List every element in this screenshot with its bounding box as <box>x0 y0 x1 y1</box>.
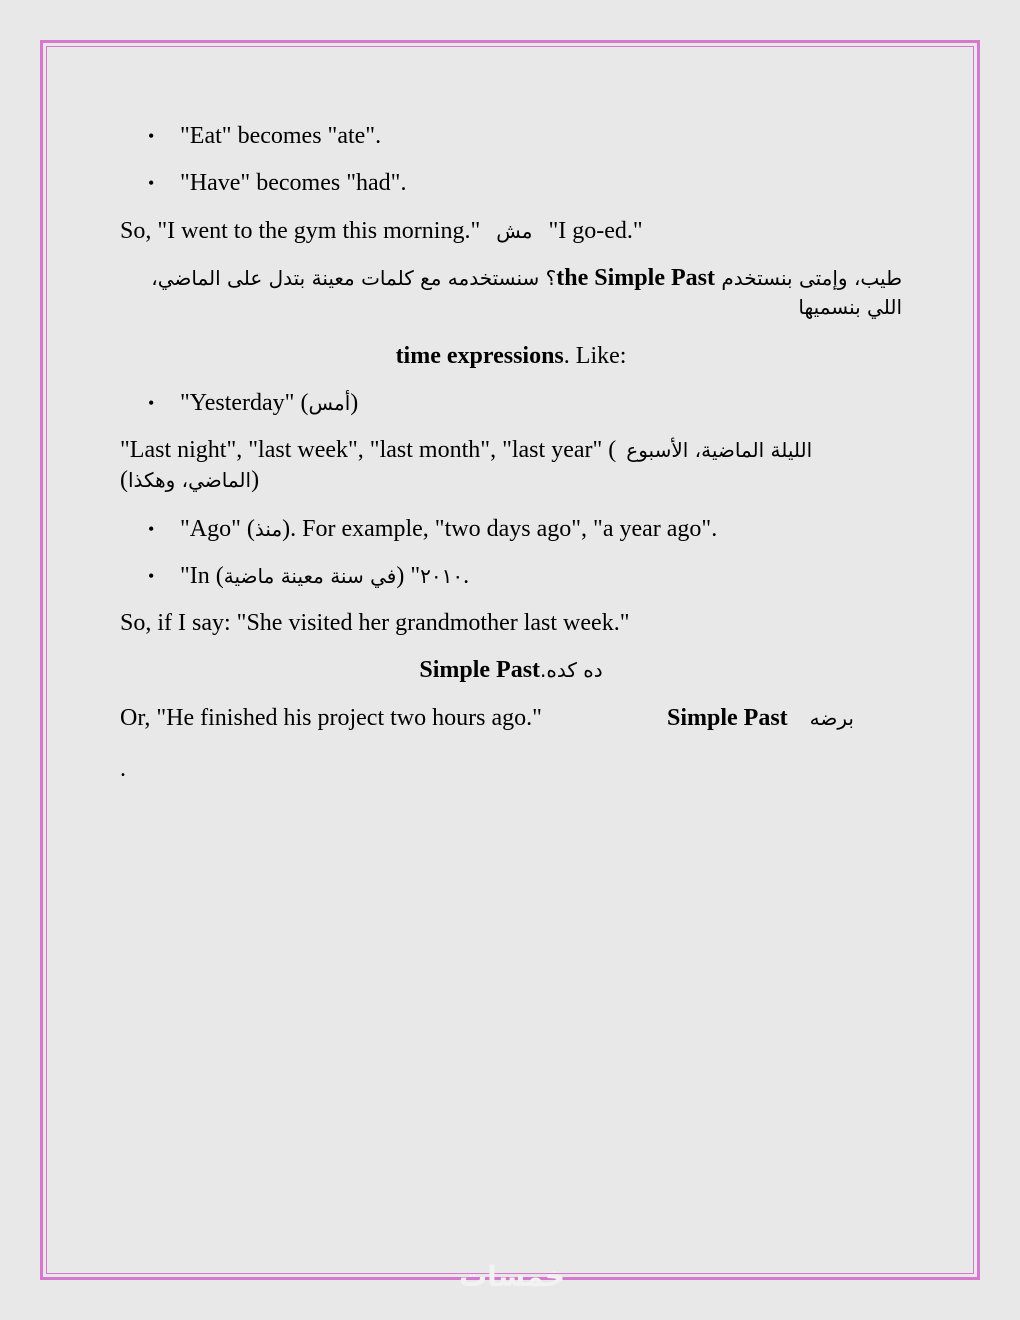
or-finished-english: Or, "He finished his project two hours ago." <box>120 705 542 731</box>
last-night-arabic-1: الليلة الماضية، الأسبوع <box>626 438 813 462</box>
watermark-logo: خمسات <box>458 1260 566 1293</box>
paragraph-time-expressions <box>120 342 902 370</box>
in-year-close: ). <box>215 563 470 589</box>
last-night-arabic-2: الماضي، وهكذا <box>128 468 252 492</box>
in-year-arabic: في سنة معينة ماضية <box>223 564 397 588</box>
yesterday-english: "Yesterday" ( <box>180 390 309 416</box>
list-item-text <box>180 389 358 417</box>
bullet-icon: • <box>148 566 155 586</box>
or-finished-tail <box>667 704 854 732</box>
simple-past-arabic: .ده كده <box>540 658 603 682</box>
yesterday-arabic: أمس <box>308 391 351 415</box>
bullet-icon: • <box>148 173 155 193</box>
arabic-when-part2: ؟ سنستخدمه مع كلمات معينة بتدل على الماضي، اللي بنسميها <box>151 266 902 319</box>
paragraph-last-night <box>120 436 812 464</box>
so-went-english-end: "I go-ed." <box>548 218 643 244</box>
paragraph-final-dot: . <box>120 756 126 782</box>
paragraph-or-finished <box>120 704 542 732</box>
so-went-english: So, "I went to the gym this morning." <box>120 218 481 244</box>
time-expressions-rest: . Like: <box>563 343 627 369</box>
simple-past-bold: Simple Past <box>419 657 541 683</box>
bullet-icon: • <box>148 519 155 539</box>
ago-english-1: "Ago" ( <box>180 516 255 542</box>
paragraph-last-night-cont <box>120 466 259 494</box>
arabic-when-part1: طيب، وإمتى بنستخدم <box>721 266 902 290</box>
last-night-english: "Last night", "last week", "last month", "last year" ( <box>120 437 617 463</box>
so-went-arabic: مش <box>496 219 533 243</box>
paragraph-so-went <box>120 217 643 245</box>
list-item-text: "Have" becomes "had". <box>180 170 407 196</box>
ago-english-2: ). For example, "two days ago", "a year ago". <box>282 516 718 542</box>
list-item-text <box>180 515 717 543</box>
paragraph-so-if: So, if I say: "She visited her grandmother last week." <box>120 610 630 636</box>
bullet-icon: • <box>148 393 155 413</box>
in-year-quote: " ( <box>396 563 421 589</box>
or-finished-arabic: برضه <box>809 706 854 730</box>
list-item-text <box>180 562 469 590</box>
or-finished-bold: Simple Past <box>667 705 788 731</box>
list-item-text: "Eat" becomes "ate". <box>180 123 382 149</box>
arabic-when-english-bold: the Simple Past <box>556 265 715 291</box>
in-year-english: "In <box>180 563 216 589</box>
last-night-open: ( <box>120 467 128 493</box>
last-night-close: ) <box>251 467 260 493</box>
paragraph-arabic-when <box>120 264 902 322</box>
in-year-number: ٢٠١٠ <box>420 564 464 588</box>
yesterday-close: ) <box>350 390 359 416</box>
bullet-icon: • <box>148 126 155 146</box>
time-expressions-bold: time expressions <box>395 343 564 369</box>
ago-arabic: منذ <box>254 517 283 541</box>
paragraph-simple-past <box>120 656 902 684</box>
